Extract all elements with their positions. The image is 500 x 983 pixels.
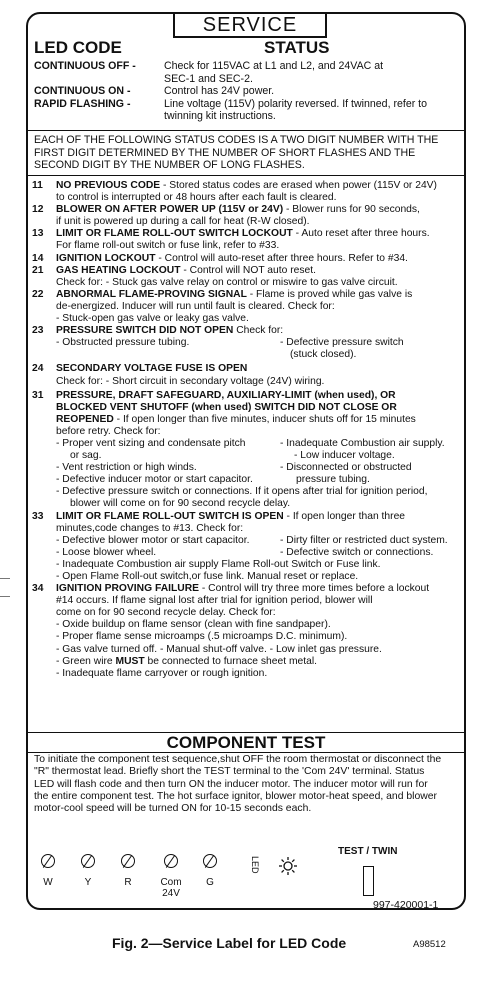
code-text: - Blower runs for 90 seconds, [283, 204, 420, 216]
led-label: LED [250, 856, 260, 874]
terminal-com-24v [151, 854, 191, 899]
terminal-label: Y [84, 877, 92, 888]
status-code: CONTINUOUS OFF - [34, 60, 136, 72]
code-text: - Vent restriction or high winds. [56, 462, 197, 474]
terminal-w [28, 854, 68, 888]
code-text: - Defective switch or connections. [280, 546, 434, 558]
code-entry-34 [32, 583, 460, 680]
code-title: PRESSURE, DRAFT SAFEGUARD, AUXILIARY-LIMIT (when used), OR [56, 389, 396, 401]
code-text: - Green wire [56, 655, 116, 667]
code-text: - Control will NOT auto reset. [180, 264, 316, 276]
intro-line: EACH OF THE FOLLOWING STATUS CODES IS A TWO DIGIT NUMBER WITH THE [34, 134, 439, 146]
terminal-g [190, 854, 230, 888]
code-title: IGNITION LOCKOUT [56, 252, 156, 264]
code-text: Check for: [56, 375, 103, 387]
status-line: SEC-1 and SEC-2. [164, 72, 253, 85]
code-number: 14 [32, 252, 44, 264]
code-text: - Gas valve turned off. - Manual shut-off valve. - Low inlet gas pressure. [56, 643, 382, 655]
code-text: blower will come on for 90 second recycle delay. [70, 498, 291, 510]
component-line: "R" thermostat lead. Briefly short the TEST terminal to the 'Com 24V' terminal. Status [34, 766, 425, 778]
code-text: or sag. [70, 450, 102, 462]
code-entry-13 [32, 228, 460, 252]
part-number: 997-420001-1 [373, 899, 439, 910]
status-description [164, 98, 462, 123]
code-text: - Dirty filter or restricted duct system. [280, 534, 448, 546]
screw-terminal-icon [164, 854, 178, 868]
code-text: - Proper flame sense microamps (.5 microamps D.C. minimum). [56, 631, 348, 643]
edge-mark [0, 596, 10, 597]
code-text: - Stuck-open gas valve or leaky gas valve. [56, 313, 249, 325]
code-entry-24 [32, 363, 460, 387]
code-text: before retry. Check for: [56, 425, 161, 437]
code-text: - If open longer than five minutes, inducer shuts off for 15 minutes [113, 413, 416, 425]
code-text: if unit is powered up during a call for heat (R-W closed). [56, 216, 310, 228]
flash-codes-list [32, 180, 460, 680]
code-text: - Short circuit in secondary voltage (24V) wiring. [102, 375, 325, 387]
code-text: - Stored status codes are erased when power (115V or 24V) [160, 180, 437, 191]
code-entry-21 [32, 265, 460, 289]
status-line: Check for 115VAC at L1 and L2, and 24VAC at [164, 60, 384, 72]
terminal-y [68, 854, 108, 888]
code-text: Check for: [56, 276, 103, 288]
code-title: SECONDARY VOLTAGE FUSE IS OPEN [56, 363, 248, 375]
terminal-strip [28, 844, 466, 910]
code-text: be connected to furnace sheet metal. [144, 655, 317, 667]
code-title: LIMIT OR FLAME ROLL-OUT SWITCH LOCKOUT [56, 228, 293, 240]
code-text: - Open Flame Roll-out switch,or fuse link. Manual reset or replace. [56, 571, 359, 582]
status-row [34, 98, 462, 123]
status-line: twinning kit instructions. [164, 110, 276, 122]
code-title: BLOWER ON AFTER POWER UP (115V or 24V) [56, 204, 284, 216]
led-code-heading: LED CODE [34, 38, 122, 57]
component-line: the entire component test. The hot surface ignitor, blower motor-heat speed, and blower [34, 790, 437, 802]
status-line: Control has 24V power. [164, 85, 275, 97]
code-text: MUST [115, 655, 145, 667]
code-entry-23 [32, 325, 460, 361]
intro-text [34, 134, 458, 172]
code-number: 12 [32, 204, 44, 216]
component-test-title: COMPONENT TEST [166, 733, 326, 752]
test-twin-label: TEST / TWIN [338, 846, 398, 857]
code-text: come on for 90 second recycle delay. Check for: [56, 607, 276, 619]
code-text: - Auto reset after three hours. [292, 228, 430, 240]
status-line: Line voltage (115V) polarity reversed. If twinned, refer to [164, 97, 428, 110]
code-number: 13 [32, 228, 44, 240]
code-number: 11 [32, 180, 43, 191]
code-text: to control is interrupted or 48 hours after each fault is cleared. [56, 192, 337, 204]
screw-terminal-icon [81, 854, 95, 868]
terminal-r [108, 854, 148, 888]
code-text: pressure tubing. [296, 474, 370, 486]
led-light-icon [278, 856, 298, 876]
component-line: LED will flash code and then turn ON the inducer motor. The inducer motor will run for [34, 778, 428, 790]
code-number: 24 [32, 363, 44, 375]
code-title: PRESSURE SWITCH DID NOT OPEN [56, 325, 234, 337]
status-row [34, 85, 462, 98]
screw-terminal-icon [203, 854, 217, 868]
terminal-sublabel: 24V [162, 888, 180, 899]
code-title: REOPENED [56, 413, 114, 425]
code-number: 33 [32, 510, 44, 522]
intro-line: FIRST DIGIT DETERMINED BY THE NUMBER OF SHORT FLASHES AND THE [34, 146, 416, 159]
code-number: 23 [32, 325, 44, 337]
terminal-label: W [43, 877, 53, 888]
code-title: IGNITION PROVING FAILURE [56, 583, 200, 595]
code-text: - Defective pressure switch or connections. If it opens after trial for ignition period, [56, 486, 428, 498]
code-text: - Oxide buildup on flame sensor (clean with fine sandpaper). [56, 619, 331, 631]
code-text: For flame roll-out switch or fuse link, refer to #33. [56, 240, 280, 252]
terminal-label: Com [160, 877, 182, 888]
code-text: - Loose blower wheel. [56, 546, 157, 558]
service-label [26, 12, 466, 910]
code-text: minutes,code changes to #13. Check for: [56, 522, 244, 534]
code-number: 34 [32, 583, 44, 595]
code-entry-12 [32, 204, 460, 228]
code-text: Check for: [233, 325, 284, 337]
divider [28, 752, 464, 753]
divider [28, 175, 464, 176]
code-entry-14 [32, 253, 460, 265]
code-title: GAS HEATING LOCKOUT [56, 264, 181, 276]
test-twin-terminal [363, 866, 374, 896]
code-text: - Stuck gas valve relay on control or miswire to gas valve circuit. [102, 276, 398, 288]
code-text: - Defective blower motor or start capacitor. [56, 534, 250, 546]
code-text: - Control will auto-reset after three hours. Refer to #34. [155, 252, 408, 264]
component-line: To initiate the component test sequence,shut OFF the room thermostat or disconnect the [34, 754, 442, 765]
status-description [164, 60, 462, 85]
code-text: de-energized. Inducer will run until fault is cleared. Check for: [56, 300, 335, 312]
service-title: SERVICE [173, 14, 327, 38]
code-title: NO PREVIOUS CODE [56, 180, 161, 191]
code-text: - Proper vent sizing and condensate pitch [56, 437, 246, 449]
code-title: ABNORMAL FLAME-PROVING SIGNAL [56, 288, 247, 300]
code-text: (stuck closed). [290, 349, 357, 361]
code-entry-31 [32, 390, 460, 511]
figure-caption: Fig. 2—Service Label for LED Code [112, 935, 347, 951]
top-status-codes [34, 60, 462, 123]
code-title: BLOCKED VENT SHUTOFF (when used) SWITCH DID NOT CLOSE OR [56, 401, 397, 413]
code-number: 22 [32, 288, 44, 300]
screw-terminal-icon [121, 854, 135, 868]
code-number: 21 [32, 264, 44, 276]
figure-code: A98512 [413, 939, 446, 950]
component-test-text [34, 754, 458, 815]
code-text: - If open longer than three [283, 510, 406, 522]
code-text: - Control will try three more times before a lockout [199, 583, 430, 595]
code-text: - Disconnected or obstructed [280, 462, 412, 474]
code-text: - Defective pressure switch [280, 337, 404, 349]
status-description [164, 85, 462, 98]
code-entry-33 [32, 511, 460, 584]
code-number: 31 [32, 389, 44, 401]
screw-terminal-icon [41, 854, 55, 868]
terminal-label: R [124, 877, 132, 888]
terminal-label: G [206, 877, 214, 888]
code-entry-11 [32, 180, 460, 204]
status-heading: STATUS [264, 38, 330, 57]
code-text: #14 occurs. If flame signal lost after trial for ignition period, blower will [56, 595, 373, 607]
code-text: - Flame is proved while gas valve is [246, 288, 413, 300]
code-text: - Defective inducer motor or start capacitor. [56, 474, 253, 486]
code-text: - Inadequate Combustion air supply Flame Roll-out Switch or Fuse link. [56, 558, 381, 570]
code-entry-22 [32, 289, 460, 325]
code-text: - Obstructed pressure tubing. [56, 337, 190, 349]
intro-line: SECOND DIGIT BY THE NUMBER OF LONG FLASHES. [34, 159, 305, 171]
code-text: - Inadequate Combustion air supply. [280, 437, 445, 449]
status-header [34, 38, 458, 60]
code-text: - Inadequate flame carryover or rough ignition. [56, 667, 268, 679]
status-row [34, 60, 462, 85]
status-code: RAPID FLASHING - [34, 97, 131, 110]
status-code: CONTINUOUS ON - [34, 85, 131, 97]
edge-mark [0, 578, 10, 579]
code-title: LIMIT OR FLAME ROLL-OUT SWITCH IS OPEN [56, 510, 284, 522]
component-line: motor-cool speed will be turned ON for 10-15 seconds each. [34, 803, 312, 815]
code-text: - Low inducer voltage. [294, 450, 395, 462]
divider [28, 130, 464, 131]
